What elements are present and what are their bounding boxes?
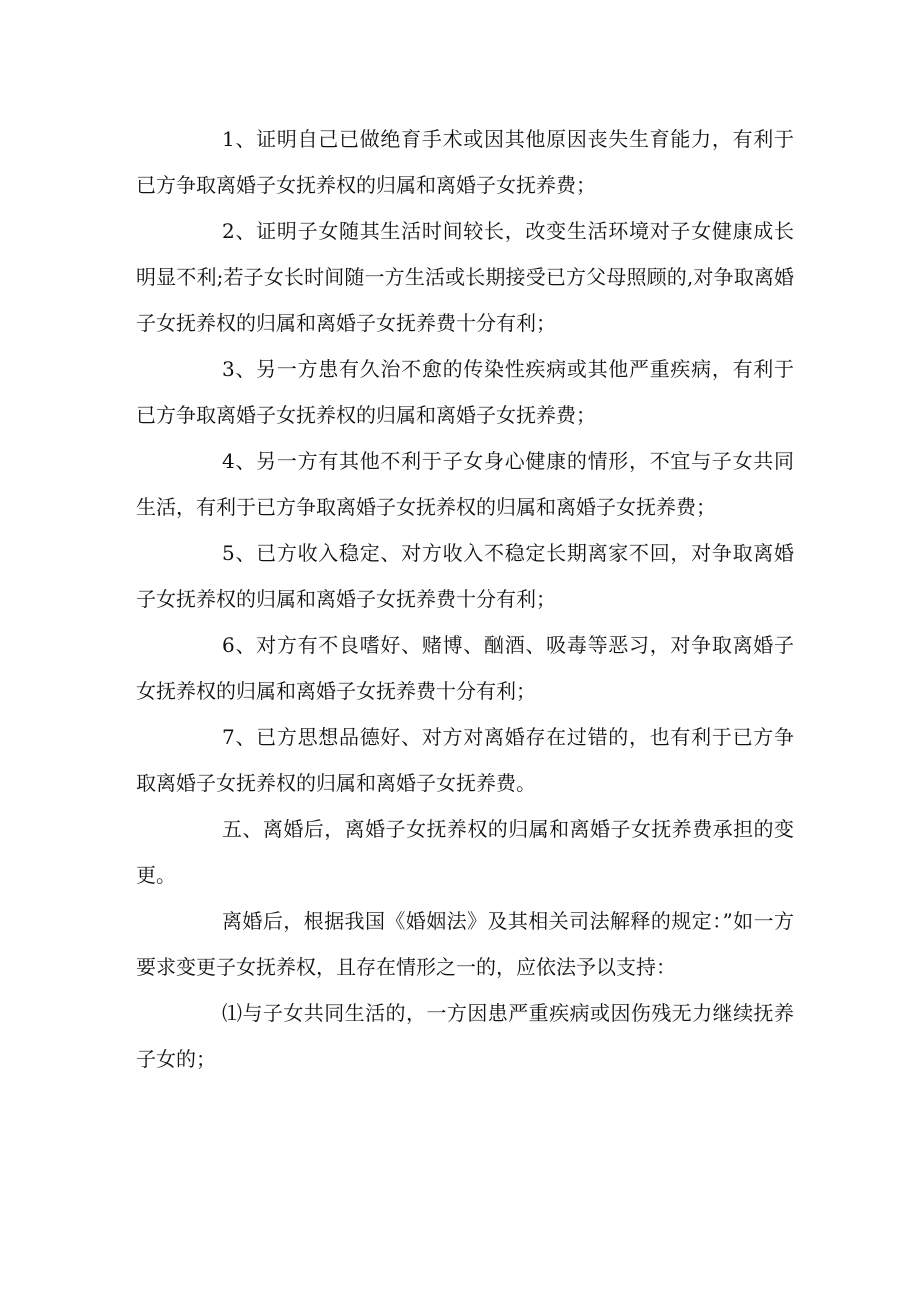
paragraph-subitem-1: ⑴与子女共同生活的，一方因患严重疾病或因伤残无力继续抚养子女的；: [136, 1001, 794, 1071]
paragraph-item-6: 6、对方有不良嗜好、赌博、酗酒、吸毒等恶习，对争取离婚子女抚养权的归属和离婚子女抚养费十分有利；: [136, 633, 794, 703]
paragraph-item-7: 7、已方思想品德好、对方对离婚存在过错的，也有利于已方争取离婚子女抚养权的归属和离婚子女抚养费。: [136, 725, 794, 795]
document-body: [136, 116, 794, 1082]
section-heading-five: 五、离婚后，离婚子女抚养权的归属和离婚子女抚养费承担的变更。: [136, 817, 794, 887]
paragraph-item-4: 4、另一方有其他不利于子女身心健康的情形，不宜与子女共同生活，有利于已方争取离婚子女抚养权的归属和离婚子女抚养费；: [136, 449, 794, 519]
paragraph-legal-basis: 离婚后，根据我国《婚姻法》及其相关司法解释的规定：”如一方要求变更子女抚养权，且存在情形之一的，应依法予以支持：: [136, 909, 794, 979]
paragraph-item-2: 2、证明子女随其生活时间较长，改变生活环境对子女健康成长明显不利;若子女长时间随一方生活或长期接受已方父母照顾的,对争取离婚子女抚养权的归属和离婚子女抚养费十分有利；: [136, 219, 794, 335]
paragraph-item-1: 1、证明自己已做绝育手术或因其他原因丧失生育能力，有利于已方争取离婚子女抚养权的归属和离婚子女抚养费；: [136, 127, 794, 197]
paragraph-item-3: 3、另一方患有久治不愈的传染性疾病或其他严重疾病，有利于已方争取离婚子女抚养权的归属和离婚子女抚养费；: [136, 357, 794, 427]
paragraph-item-5: 5、已方收入稳定、对方收入不稳定长期离家不回，对争取离婚子女抚养权的归属和离婚子女抚养费十分有利；: [136, 541, 794, 611]
